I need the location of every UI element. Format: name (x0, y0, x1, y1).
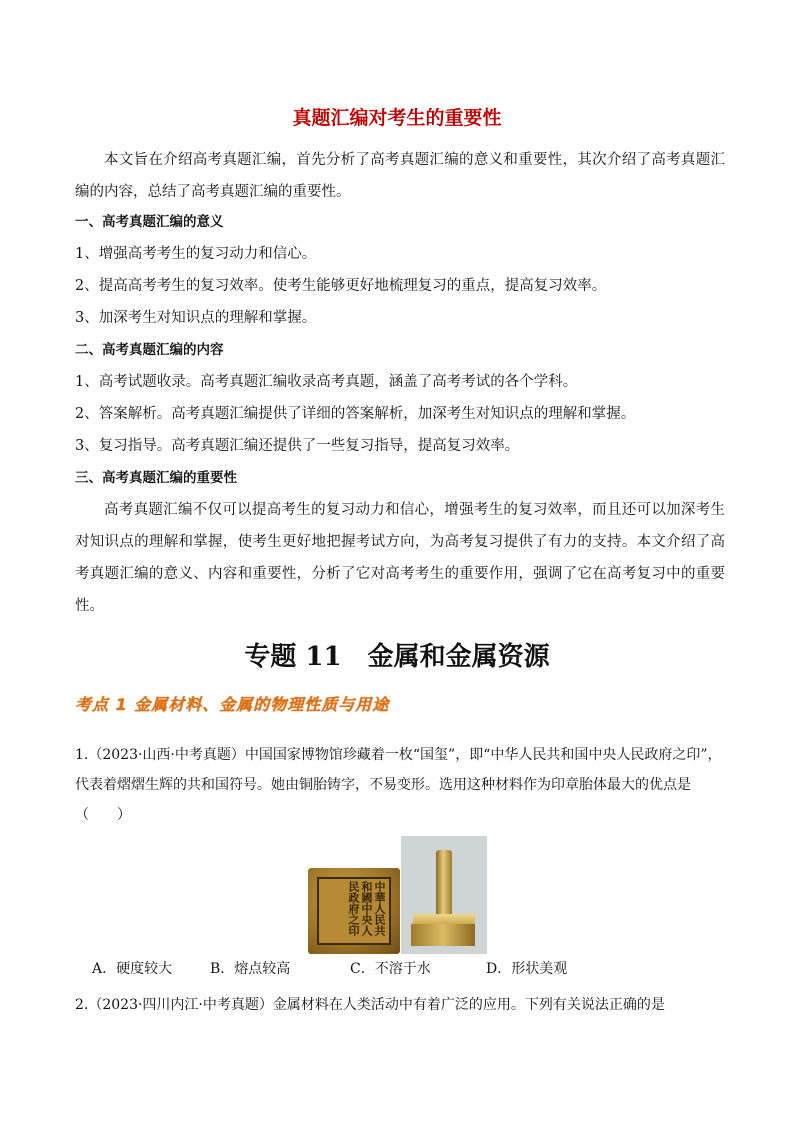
option-d[interactable]: D．形状美观 (486, 961, 568, 977)
seal-imprint-image (308, 868, 400, 954)
seal-base (411, 924, 475, 946)
option-c[interactable]: C．不溶于水 (350, 961, 431, 977)
option-a[interactable]: A．硬度较大 (92, 961, 173, 977)
list-item: 2、答案解析。高考真题汇编提供了详细的答案解析，加深考生对知识点的理解和掌握。 (75, 406, 636, 422)
seal-inscription: 中華人民共和國中央人民政府之印 (347, 881, 386, 936)
list-item: 2、提高高考考生的复习效率。使考生能够更好地梳理复习的重点，提高复习效率。 (75, 278, 607, 294)
question-1-text: 1.（2023·山西·中考真题）中国国家博物馆珍藏着一枚“国玺”，即“中华人民共和国中央人民政府之印”，代表着熠熠生辉的共和国符号。她由铜胎铸字，不易变形。选用这种材料作为印章胎体最大的优点是（ ） (75, 747, 722, 823)
topic-name: 金属和金属资源 (367, 642, 550, 672)
intro-paragraph: 本文旨在介绍高考真题汇编，首先分析了高考真题汇编的意义和重要性，其次介绍了高考真题汇编的内容，总结了高考真题汇编的重要性。 (75, 152, 725, 200)
list-item: 3、复习指导。高考真题汇编还提供了一些复习指导，提高复习效率。 (75, 438, 520, 454)
document-title: 真题汇编对考生的重要性 (292, 107, 502, 129)
section-heading-meaning: 一、高考真题汇编的意义 (75, 214, 224, 230)
topic-title (0, 636, 794, 673)
list-item: 1、高考试题收录。高考真题汇编收录高考真题，涵盖了高考考试的各个学科。 (75, 374, 578, 390)
list-item: 3、加深考生对知识点的理解和掌握。 (75, 310, 317, 326)
exam-point-label: 考点 1 金属材料、金属的物理性质与用途 (75, 695, 390, 714)
option-b[interactable]: B．熔点较高 (210, 961, 291, 977)
list-item: 1、增强高考考生的复习动力和信心。 (75, 246, 317, 262)
question-2-text: 2.（2023·四川内江·中考真题）金属材料在人类活动中有着广泛的应用。下列有关说法正确的是 (75, 997, 665, 1013)
section-heading-content: 二、高考真题汇编的内容 (75, 342, 224, 358)
topic-number: 专题 11 (244, 642, 342, 672)
bronze-seal-photo (401, 836, 487, 954)
question-1-options (92, 958, 567, 978)
importance-paragraph: 高考真题汇编不仅可以提高考生的复习动力和信心，增强考生的复习效率，而且还可以加深考生对知识点的理解和掌握，使考生更好地把握考试方向，为高考复习提供了有力的支持。本文介绍了高考真题汇编的意义、内容和重要性，分析了它对高考考生的重要作用，强调了它在高考复习中的重要性。 (75, 502, 725, 614)
section-heading-importance: 三、高考真题汇编的重要性 (75, 470, 237, 486)
seal-handle (436, 850, 452, 916)
